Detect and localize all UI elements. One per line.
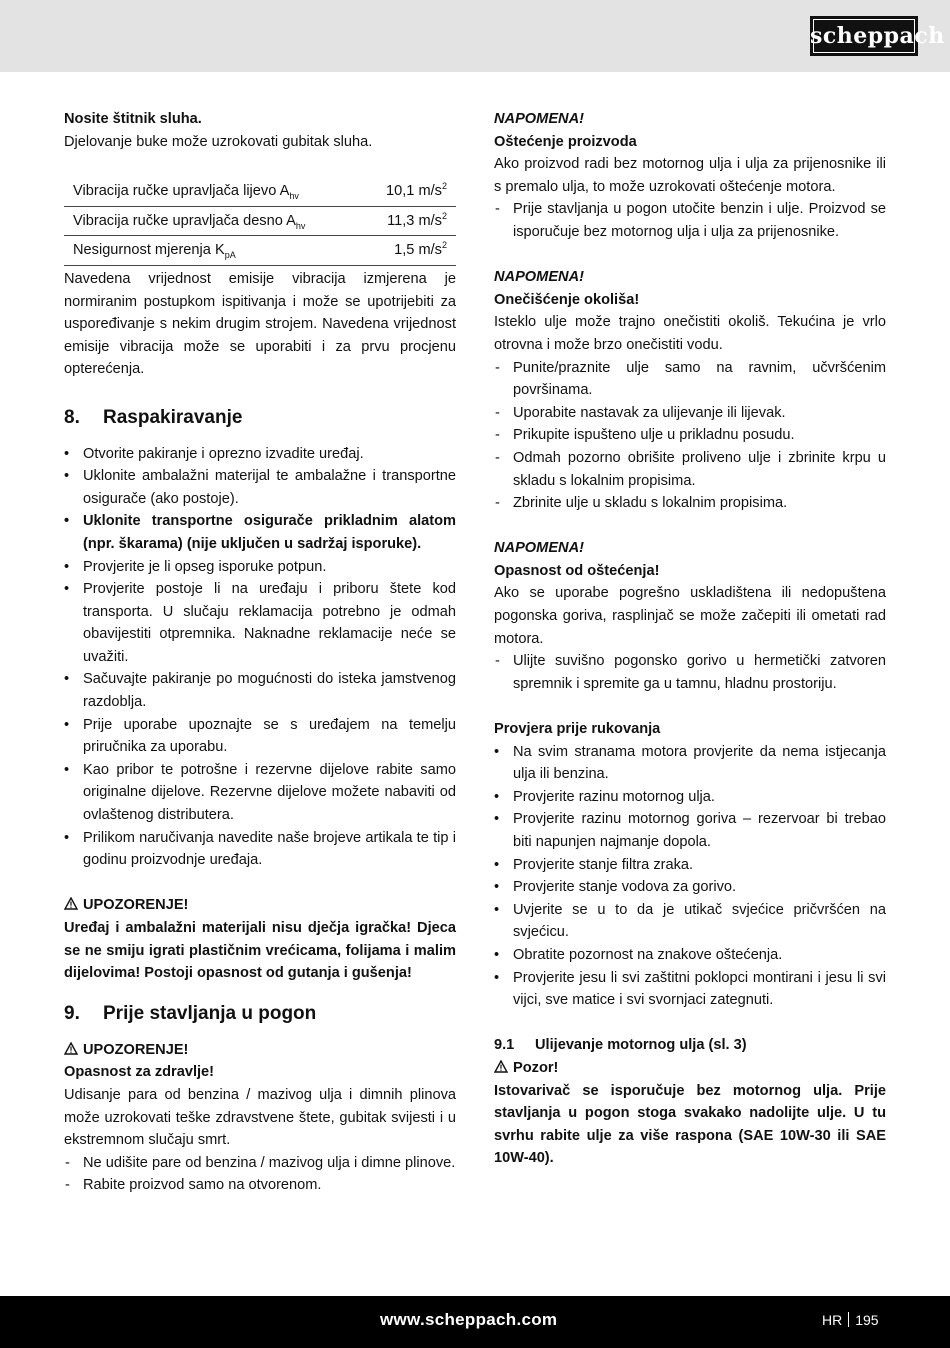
- list-item: • Otvorite pakiranje i oprezno izvadite uređaj.: [64, 443, 456, 466]
- table-row: [64, 206, 456, 236]
- vibration-value: 10,1 $m/s^2$: [368, 177, 456, 206]
- note-subheading: Opasnost od oštećenja!: [494, 562, 660, 579]
- warning-triangle-icon: [494, 1060, 508, 1073]
- vibration-value: 1,5 $m/s^2$: [368, 236, 456, 266]
- warning-subheading: Opasnost za zdravlje!: [64, 1064, 215, 1081]
- vibration-note: Navedena vrijednost emisije vibracija izmjerena je normiranim postupkom ispitivanja i može se upotrijebiti za uspoređivanje s nekim drugim strojem. Navedena vrijednost emisije vibracija može se uporabiti i za prvu procjenu opterećenja.: [64, 270, 456, 378]
- list-item: • Uvjerite se u to da je utikač svjećice pričvršćen na svjećicu.: [494, 899, 886, 944]
- note-heading: NAPOMENA!: [494, 269, 584, 286]
- list-item: • Uklonite ambalažni materijal te ambalažne i transportne osigurače (ako postoje).: [64, 465, 456, 510]
- warning-triangle-icon: [64, 1042, 78, 1055]
- vibration-value: 11,3 $m/s^2$: [368, 206, 456, 236]
- note-text: Ako proizvod radi bez motornog ulja i ulja za prijenosnike ili s premalo ulja, to može uzrokovati oštećenje motora.: [494, 156, 886, 195]
- list-item: • Uklonite transportne osigurače prikladnim alatom (npr. škarama) (nije uključen u sadržaj isporuke).: [64, 510, 456, 555]
- caution-heading: Pozor!: [494, 1057, 886, 1080]
- table-row: [64, 177, 456, 206]
- list-item: • Provjerite jesu li svi zaštitni poklopci montirani i jesu li svi vijci, sve matice i svi svornjaci zategnuti.: [494, 967, 886, 1012]
- section-9-1-heading: 9.1 Ulijevanje motornog ulja (sl. 3): [494, 1037, 747, 1054]
- list-item: - Zbrinite ulje u skladu s lokalnim propisima.: [494, 492, 886, 515]
- left-column: [64, 108, 456, 1197]
- website-link[interactable]: www.scheppach.com: [380, 1310, 558, 1329]
- right-column: [494, 108, 886, 1170]
- scheppach-logo: scheppach: [810, 16, 918, 56]
- list-item: • Provjerite stanje vodova za gorivo.: [494, 876, 886, 899]
- vibration-label: Nesigurnost mjerenja $K_{pA}$: [64, 236, 368, 266]
- list-item: • Provjerite je li opseg isporuke potpun.: [64, 556, 456, 579]
- list-item: • Prije uporabe upoznajte se s uređajem na temelju priručnika za uporabu.: [64, 714, 456, 759]
- warning-heading: UPOZORENJE!: [64, 894, 456, 917]
- list-item: • Kao pribor te potrošne i rezervne dijelove rabite samo originalne dijelove. Rezervne dijelove možete nabaviti od ovlaštenog distributera.: [64, 759, 456, 827]
- section-9-heading: 9. Prije stavljanja u pogon: [64, 1002, 317, 1024]
- warning-text: Udisanje para od benzina / mazivog ulja i dimnih plinova može uzrokovati teške zdravstvene štete, gubitak svijesti i u ekstremnom slučaju smrt.: [64, 1086, 456, 1149]
- note-heading: NAPOMENA!: [494, 540, 584, 557]
- list-item: - Punite/praznite ulje samo na ravnim, učvršćenim površinama.: [494, 357, 886, 402]
- section-8-heading: 8. Raspakiravanje: [64, 406, 243, 428]
- vibration-label: Vibracija ručke upravljača lijevo $A_{hv}$: [64, 177, 368, 206]
- header-bar: [0, 0, 950, 72]
- note-subheading: Oštećenje proizvoda: [494, 133, 637, 150]
- table-row: [64, 236, 456, 266]
- list-item: • Prilikom naručivanja navedite naše brojeve artikala te tip i godinu proizvodnje uređaja.: [64, 827, 456, 872]
- note-text: Isteklo ulje može trajno onečistiti okoliš. Tekućina je vrlo otrovna i može brzo onečistiti vodu.: [494, 314, 886, 353]
- note-heading: NAPOMENA!: [494, 111, 584, 127]
- hearing-protection-text: Djelovanje buke može uzrokovati gubitak sluha.: [64, 133, 373, 150]
- note-text: Ako se uporabe pogrešno uskladištena ili nedopuštena pogonska goriva, rasplinjač se može začepiti ili ometati rad motora.: [494, 585, 886, 647]
- list-item: - Rabite proizvod samo na otvorenom.: [64, 1174, 456, 1197]
- warning-triangle-icon: [64, 897, 78, 910]
- warning-text: Uređaj i ambalažni materijali nisu dječja igračka! Djeca se ne smiju igrati plastičnim vrećicama, folijama i malim dijelovima! Postoji opasnost od gutanja i gušenja!: [64, 920, 456, 982]
- list-item: • Provjerite razinu motornog ulja.: [494, 786, 886, 809]
- list-item: • Provjerite stanje filtra zraka.: [494, 854, 886, 877]
- list-item: • Obratite pozornost na znakove oštećenja.: [494, 944, 886, 967]
- warning-heading: UPOZORENJE!: [64, 1039, 456, 1062]
- note-subheading: Onečišćenje okoliša!: [494, 291, 640, 308]
- list-item: - Prikupite ispušteno ulje u prikladnu posudu.: [494, 424, 886, 447]
- list-item: - Uporabite nastavak za ulijevanje ili lijevak.: [494, 402, 886, 425]
- footer-bar: [0, 1296, 950, 1348]
- oil-filling-text: Istovarivač se isporučuje bez motornog ulja. Prije stavljanja u pogon stoga svakako nadolijte ulje. U tu svrhu rabite ulje za više raspona (SAE 10W-30 ili SAE 10W-40).: [494, 1082, 886, 1167]
- list-item: • Provjerite razinu motornog goriva – rezervoar bi trebao biti napunjen najmanje dopola.: [494, 808, 886, 853]
- vibration-table: [64, 177, 456, 266]
- hearing-protection-title: Nosite štitnik sluha.: [64, 111, 202, 127]
- check-heading: Provjera prije rukovanja: [494, 721, 661, 738]
- list-item: - Ulijte suvišno pogonsko gorivo u hermetički zatvoren spremnik i spremite ga u tamnu, hladnu prostoriju.: [494, 650, 886, 695]
- list-item: - Prije stavljanja u pogon utočite benzin i ulje. Proizvod se isporučuje bez motornog ulja i ulja za prijenosnike.: [494, 198, 886, 243]
- list-item: • Provjerite postoje li na uređaju i priboru štete kod transporta. U slučaju reklamacija potrebno je odmah obavijestiti otpremnika. Naknadne reklamacije neće se uvažiti.: [64, 578, 456, 668]
- list-item: - Odmah pozorno obrišite proliveno ulje i zbrinite krpu u skladu s lokalnim propisima.: [494, 447, 886, 492]
- page-indicator: HR 195: [822, 1312, 879, 1328]
- list-item: • Sačuvajte pakiranje po mogućnosti do isteka jamstvenog razdoblja.: [64, 668, 456, 713]
- vibration-label: Vibracija ručke upravljača desno $A_{hv}$: [64, 206, 368, 236]
- list-item: • Na svim stranama motora provjerite da nema istjecanja ulja ili benzina.: [494, 741, 886, 786]
- list-item: - Ne udišite pare od benzina / mazivog ulja i dimne plinove.: [64, 1152, 456, 1175]
